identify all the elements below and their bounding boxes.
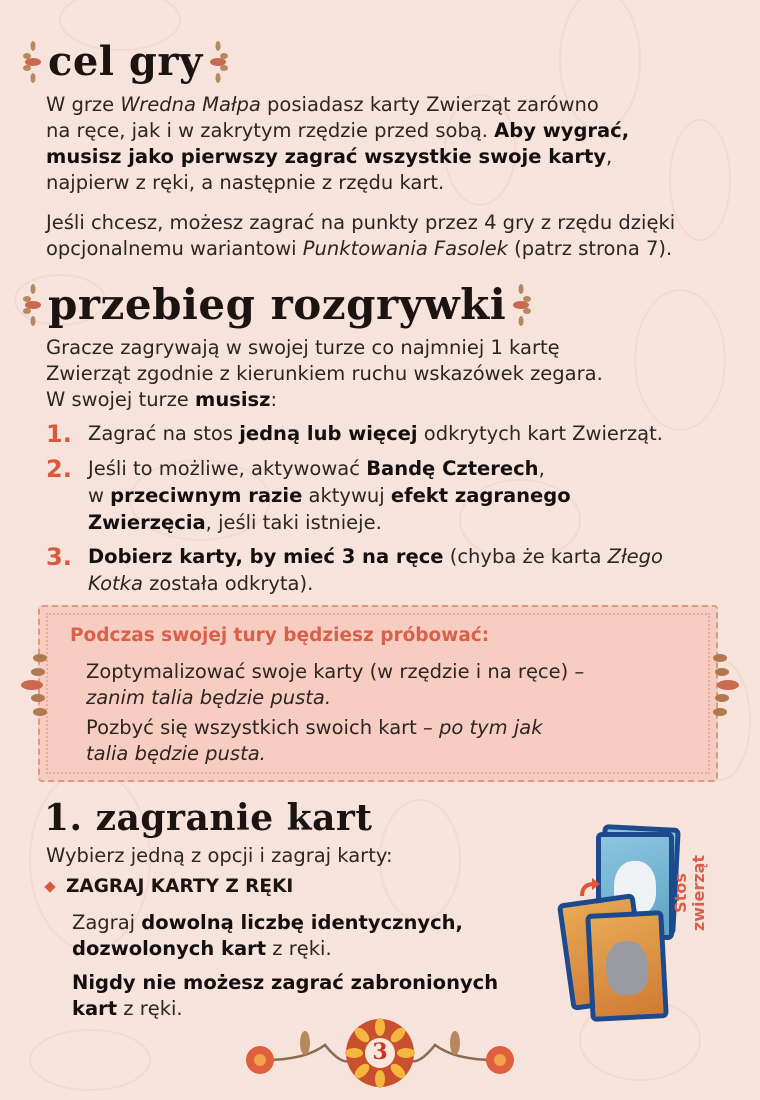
step-item: 1. Zagrać na stos jedną lub więcej odkrytych kart Zwierząt. xyxy=(46,420,663,448)
animal-card-elephant xyxy=(585,910,669,1022)
page-number-ornament xyxy=(235,1015,525,1090)
page-number: 3 xyxy=(372,1039,388,1065)
play-cards-paragraph-2: Nigdy nie możesz zagrać zabronionych kart z ręki. xyxy=(72,971,499,1020)
play-cards-intro: Wybierz jedną z opcji i zagraj karty: xyxy=(46,844,393,867)
bullet-diamond-icon xyxy=(44,881,55,892)
turn-steps-list xyxy=(46,420,736,604)
step-number: 2. xyxy=(46,455,72,483)
tip-title: Podczas swojej tury będziesz próbować: xyxy=(70,625,490,646)
tip-item: Zoptymalizować swoje karty (w rzędzie i na ręce) – zanim talia będzie pusta. xyxy=(86,660,585,709)
elephant-icon xyxy=(605,940,650,996)
section-title: cel gry xyxy=(48,38,203,85)
tip-box xyxy=(38,605,718,782)
stack-label: Stos zwierząt xyxy=(671,854,708,932)
tip-item: Pozbyć się wszystkich swoich kart – po tym jak talia będzie pusta. xyxy=(86,716,543,765)
goal-paragraph-2: Jeśli chcesz, możesz zagrać na punkty przez 4 gry z rzędu dzięki opcjonalnemu wariantowi Punktowania Fasolek (patrz strona 7). xyxy=(46,211,676,260)
section-heading-goal xyxy=(22,40,229,84)
section-title: przebieg rozgrywki xyxy=(48,280,507,329)
leaf-flourish-icon xyxy=(510,283,532,327)
curved-arrow-icon xyxy=(578,878,600,900)
section-heading-play-cards xyxy=(44,797,373,839)
section-title: 1. zagranie kart xyxy=(44,797,373,839)
goal-paragraph-1: W grze Wredna Małpa posiadasz karty Zwierząt zarówno na ręce, jak i w zakrytym rzędzie przed sobą. Aby wygrać, musisz jako pierwszy zagrać wszystkie swoje karty, najpierw z ręki, a następnie z rzędu kart. xyxy=(46,93,630,194)
step-number: 3. xyxy=(46,543,72,571)
leaf-flourish-icon xyxy=(22,283,44,327)
leaf-flourish-icon xyxy=(22,40,44,84)
option-heading: ZAGRAJ KARTY Z RĘKI xyxy=(46,876,293,897)
gameplay-intro: Gracze zagrywają w swojej turze co najmniej 1 kartę Zwierząt zgodnie z kierunkiem ruchu wskazówek zegara. W swojej turze musisz: xyxy=(46,336,603,411)
play-cards-paragraph-1: Zagraj dowolną liczbę identycznych, dozwolonych kart z ręki. xyxy=(72,911,463,960)
leaf-ornament-icon xyxy=(710,650,740,720)
leaf-flourish-icon xyxy=(207,40,229,84)
step-item: 3. Dobierz karty, by mieć 3 na ręce (chyba że karta Złego Kotka została odkryta). xyxy=(46,543,663,595)
step-number: 1. xyxy=(46,420,72,448)
section-heading-gameplay xyxy=(22,280,532,329)
leaf-ornament-icon xyxy=(20,650,50,720)
step-item: 2. Jeśli to możliwe, aktywować Bandę Czterech, w przeciwnym razie aktywuj efekt zagranego Zwierzęcia, jeśli taki istnieje. xyxy=(46,455,571,534)
